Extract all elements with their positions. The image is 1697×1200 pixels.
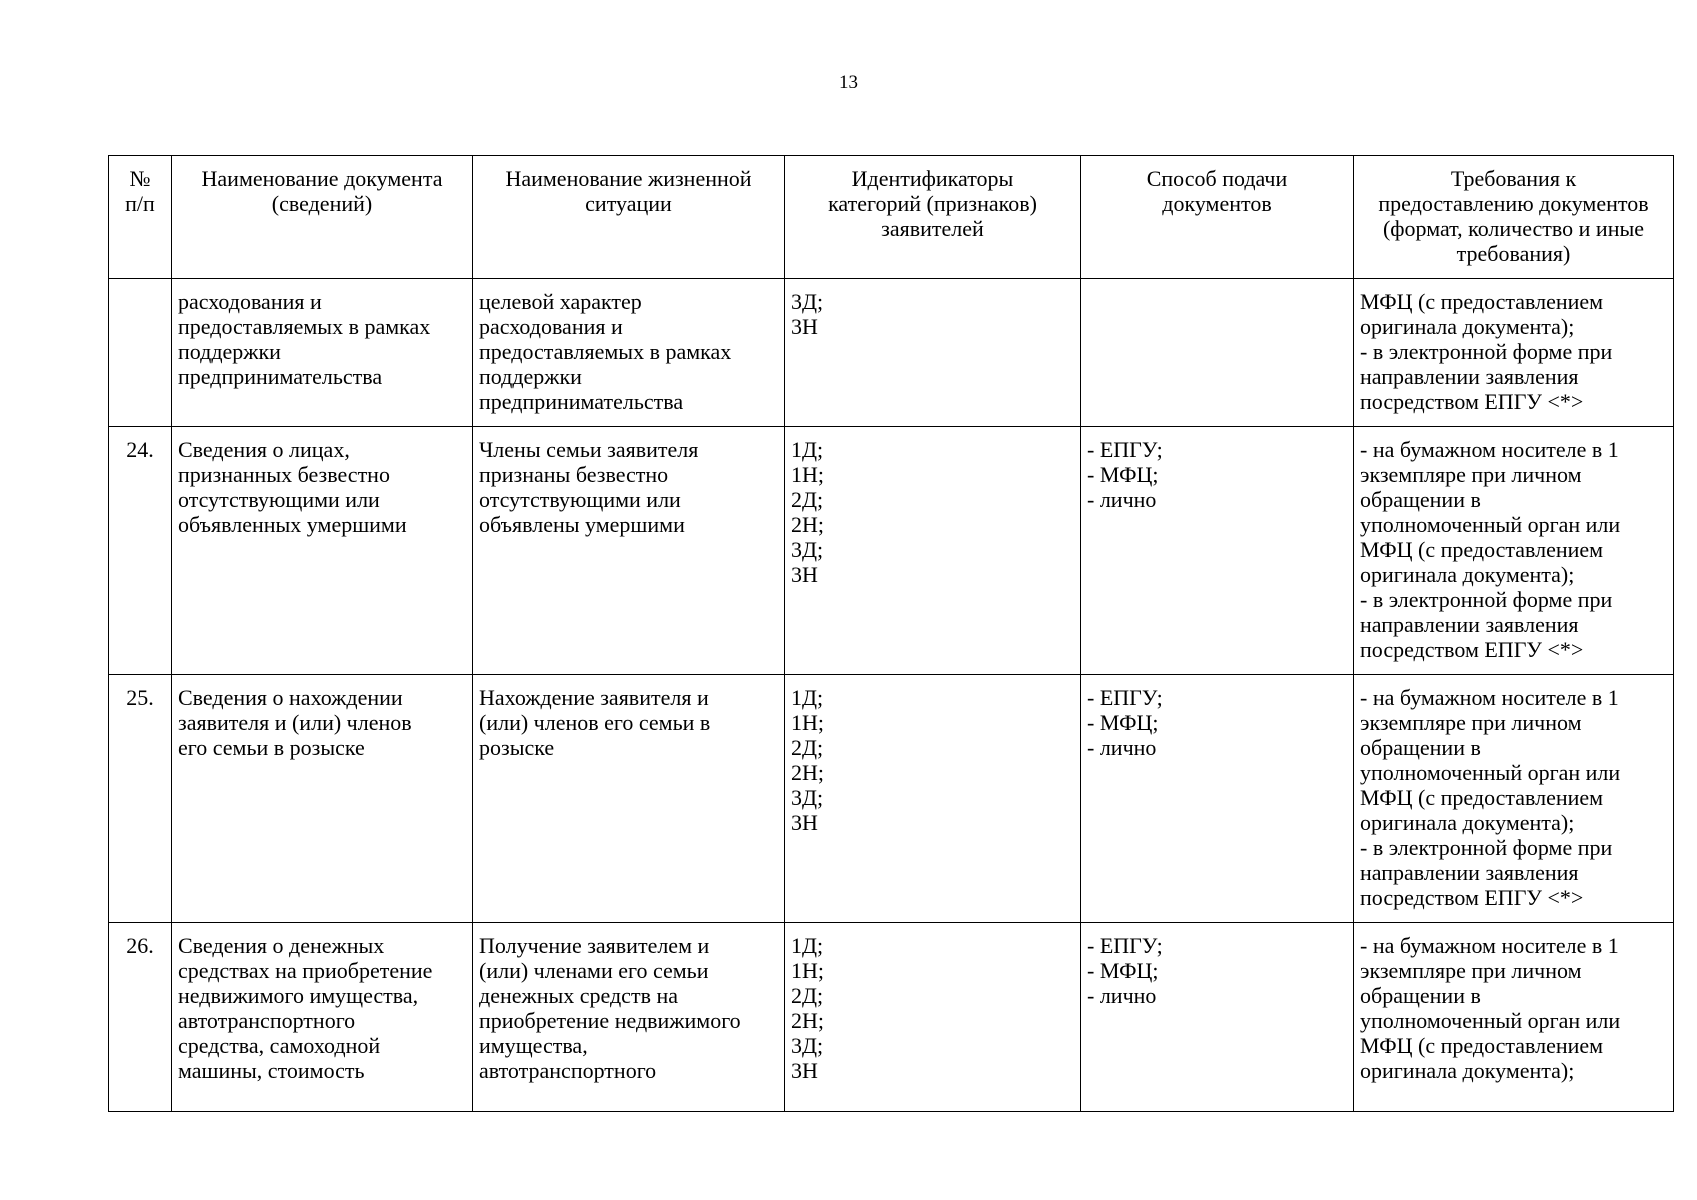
header-document-name: Наименование документа (сведений) [172, 156, 473, 279]
row-number: 26. [109, 923, 172, 1112]
row-number: 24. [109, 427, 172, 675]
submission-method-cell: - ЕПГУ; - МФЦ; - лично [1081, 675, 1354, 923]
submission-method-cell: - ЕПГУ; - МФЦ; - лично [1081, 427, 1354, 675]
identifiers-cell: 3Д; 3Н [785, 279, 1081, 427]
requirements-cell: - на бумажном носителе в 1 экземпляре при личном обращении в уполномоченный орган или МФЦ (с предоставлением оригинала документа); - в электронной форме при направлении заявления посредством ЕПГУ <*> [1354, 675, 1674, 923]
header-number: № п/п [109, 156, 172, 279]
table-row [109, 427, 1674, 675]
identifiers-cell: 1Д; 1Н; 2Д; 2Н; 3Д; 3Н [785, 675, 1081, 923]
document-name-cell: Сведения о лицах, признанных безвестно отсутствующими или объявленных умершими [172, 427, 473, 675]
identifiers-cell: 1Д; 1Н; 2Д; 2Н; 3Д; 3Н [785, 923, 1081, 1112]
document-name-cell: Сведения о нахождении заявителя и (или) членов его семьи в розыске [172, 675, 473, 923]
header-life-situation: Наименование жизненной ситуации [473, 156, 785, 279]
life-situation-cell: Члены семьи заявителя признаны безвестно отсутствующими или объявлены умершими [473, 427, 785, 675]
identifiers-cell: 1Д; 1Н; 2Д; 2Н; 3Д; 3Н [785, 427, 1081, 675]
requirements-cell: - на бумажном носителе в 1 экземпляре при личном обращении в уполномоченный орган или МФЦ (с предоставлением оригинала документа); [1354, 923, 1674, 1112]
header-requirements: Требования к предоставлению документов (формат, количество и иные требования) [1354, 156, 1674, 279]
life-situation-cell: целевой характер расходования и предоставляемых в рамках поддержки предпринимательства [473, 279, 785, 427]
row-number: 25. [109, 675, 172, 923]
life-situation-cell: Получение заявителем и (или) членами его семьи денежных средств на приобретение недвижимого имущества, автотранспортного [473, 923, 785, 1112]
table-row [109, 279, 1674, 427]
life-situation-cell: Нахождение заявителя и (или) членов его семьи в розыске [473, 675, 785, 923]
submission-method-cell: - ЕПГУ; - МФЦ; - лично [1081, 923, 1354, 1112]
row-number [109, 279, 172, 427]
submission-method-cell [1081, 279, 1354, 427]
table-row [109, 675, 1674, 923]
documents-table [108, 155, 1674, 1112]
page-number: 13 [839, 72, 858, 93]
table-row [109, 923, 1674, 1112]
document-name-cell: Сведения о денежных средствах на приобретение недвижимого имущества, автотранспортного средства, самоходной машины, стоимость [172, 923, 473, 1112]
table-header-row [109, 156, 1674, 279]
header-submission-method: Способ подачи документов [1081, 156, 1354, 279]
requirements-cell: МФЦ (с предоставлением оригинала документа); - в электронной форме при направлении заявления посредством ЕПГУ <*> [1354, 279, 1674, 427]
document-name-cell: расходования и предоставляемых в рамках поддержки предпринимательства [172, 279, 473, 427]
requirements-cell: - на бумажном носителе в 1 экземпляре при личном обращении в уполномоченный орган или МФЦ (с предоставлением оригинала документа); - в электронной форме при направлении заявления посредством ЕПГУ <*> [1354, 427, 1674, 675]
header-applicant-identifiers: Идентификаторы категорий (признаков) заявителей [785, 156, 1081, 279]
